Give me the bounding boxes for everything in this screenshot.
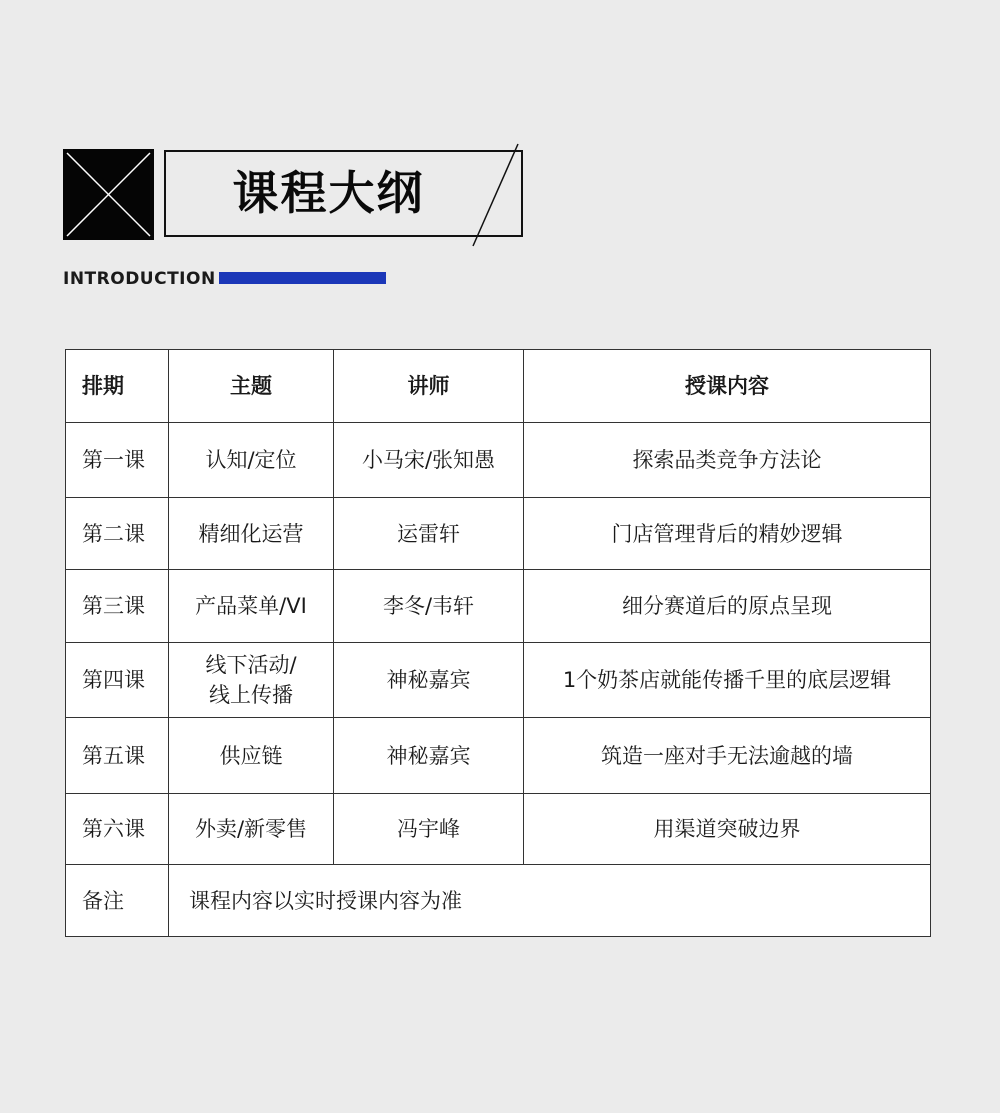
table-row [66, 643, 931, 718]
topic-cell: 产品菜单/VI [169, 570, 334, 643]
topic-line-2: 线上传播 [209, 683, 293, 707]
note-label: 备注 [66, 865, 169, 937]
period-cell: 第三课 [66, 570, 169, 643]
subtitle: INTRODUCTION [63, 269, 216, 289]
lecturer-cell: 小马宋/张知愚 [334, 423, 524, 498]
column-header-lecturer: 讲师 [334, 350, 524, 423]
period-cell: 第六课 [66, 794, 169, 865]
lecturer-cell: 李冬/韦轩 [334, 570, 524, 643]
table-row [66, 570, 931, 643]
content-cell: 探索品类竞争方法论 [524, 423, 931, 498]
period-cell: 第二课 [66, 498, 169, 570]
note-text: 课程内容以实时授课内容为准 [169, 865, 931, 937]
lecturer-cell: 神秘嘉宾 [334, 718, 524, 794]
column-header-content: 授课内容 [524, 350, 931, 423]
content-cell: 1个奶茶店就能传播千里的底层逻辑 [524, 643, 931, 718]
content-cell: 用渠道突破边界 [524, 794, 931, 865]
topic-cell: 精细化运营 [169, 498, 334, 570]
topic-cell: 供应链 [169, 718, 334, 794]
accent-bar [219, 272, 386, 284]
x-logo-icon [63, 149, 154, 240]
topic-cell: 认知/定位 [169, 423, 334, 498]
content-cell: 筑造一座对手无法逾越的墙 [524, 718, 931, 794]
table-row [66, 794, 931, 865]
header [0, 0, 1000, 300]
slash-decoration-icon [470, 142, 522, 248]
content-cell: 门店管理背后的精妙逻辑 [524, 498, 931, 570]
lecturer-cell: 运雷轩 [334, 498, 524, 570]
topic-cell [169, 643, 334, 718]
topic-cell: 外卖/新零售 [169, 794, 334, 865]
lecturer-cell: 神秘嘉宾 [334, 643, 524, 718]
table-row [66, 423, 931, 498]
table-row [66, 718, 931, 794]
topic-line-1: 线下活动/ [205, 653, 297, 677]
period-cell: 第五课 [66, 718, 169, 794]
page-title: 课程大纲 [232, 166, 425, 220]
content-cell: 细分赛道后的原点呈现 [524, 570, 931, 643]
column-header-topic: 主题 [169, 350, 334, 423]
period-cell: 第一课 [66, 423, 169, 498]
table-row [66, 498, 931, 570]
lecturer-cell: 冯宇峰 [334, 794, 524, 865]
table-header-row [66, 350, 931, 423]
column-header-period: 排期 [66, 350, 169, 423]
period-cell: 第四课 [66, 643, 169, 718]
note-row [66, 865, 931, 937]
course-outline-table [65, 349, 931, 937]
